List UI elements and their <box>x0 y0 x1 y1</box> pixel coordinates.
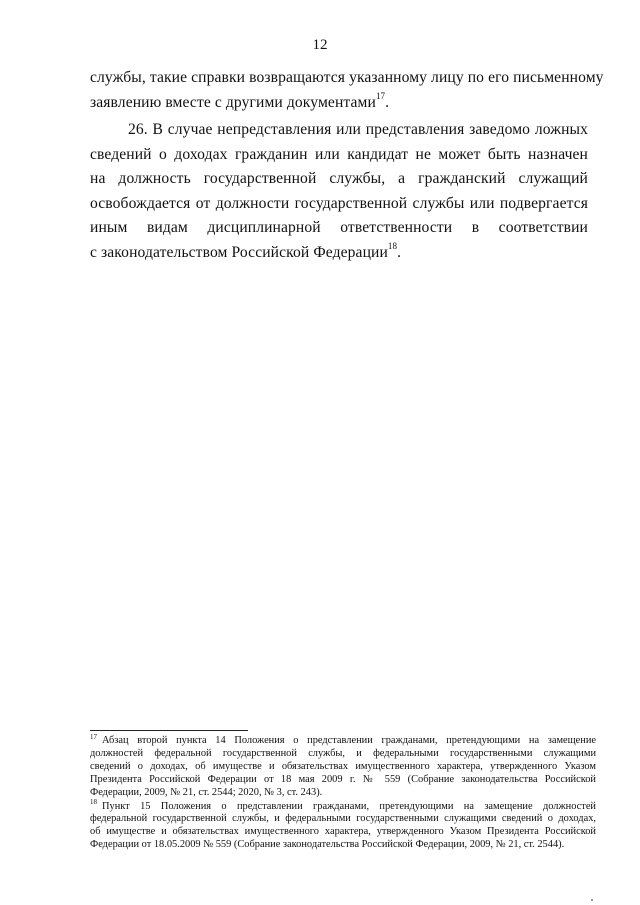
paragraph-26 <box>90 118 588 265</box>
footnote-mark: 18 <box>90 798 97 807</box>
footnote-line: должностей федеральной государственной службы, и федеральными государственными служащими <box>90 747 596 759</box>
footnote-line: сведений о доходах, об имуществе и обязательствах имущественного характера, утвержденного Указом <box>90 760 596 772</box>
scan-speck <box>591 899 593 901</box>
text-line: сведений о доходах гражданин или кандидат не может быть назначен <box>90 145 588 163</box>
text-line-content: заявлению вместе с другими документами <box>90 93 376 111</box>
paragraph-continuation <box>90 66 604 115</box>
footnote-line-text: Пункт 15 Положения о представлении гражданами, претендующими на замещение должностей <box>102 800 596 812</box>
footnote-17 <box>90 732 596 800</box>
footnote-line: Президента Российской Федерации от 18 мая 2009 г. № 559 (Собрание законодательства Российской <box>90 773 596 785</box>
footnote-reference: 18 <box>387 241 398 252</box>
text-line: иным видам дисциплинарной ответственности в соответствии <box>90 219 588 236</box>
footnote-line <box>90 732 596 748</box>
footnote-reference: 17 <box>375 91 386 102</box>
footnote-separator <box>90 730 248 731</box>
text-line <box>90 241 588 266</box>
sentence-end: . <box>397 243 402 261</box>
footnote-18 <box>90 798 596 853</box>
footnote-line <box>90 798 596 814</box>
text-line: службы, такие справки возвращаются указанному лицу по его письменному <box>90 69 604 86</box>
footnote-line: федеральной государственной службы, и федеральными государственными служащими сведений о доходах, <box>90 813 596 825</box>
footnote-line-text: Абзац второй пункта 14 Положения о представлении гражданами, претендующими на замещение <box>102 735 596 746</box>
page-number: 12 <box>312 37 328 53</box>
footnote-line: об имуществе и обязательствах имущественного характера, утвержденного Указом Президента Российской <box>90 826 596 838</box>
text-line: 26. В случае непредставления или представления заведомо ложных <box>128 121 588 138</box>
text-line: на должность государственной службы, а гражданский служащий <box>90 170 588 187</box>
text-line <box>90 91 588 116</box>
footnote-mark: 17 <box>90 732 97 741</box>
footnote-line: Федерации, 2009, № 21, ст. 2544; 2020, № 3, ст. 243). <box>90 786 323 798</box>
text-line-content: с законодательством Российской Федерации <box>90 243 388 261</box>
text-line: освобождается от должности государственной службы или подвергается <box>90 194 588 212</box>
footnote-line: Федерации от 18.05.2009 № 559 (Собрание законодательства Российской Федерации, 2009, № 21, ст. 2544). <box>90 839 565 851</box>
footnotes-section <box>90 732 596 853</box>
sentence-end: . <box>385 93 390 111</box>
